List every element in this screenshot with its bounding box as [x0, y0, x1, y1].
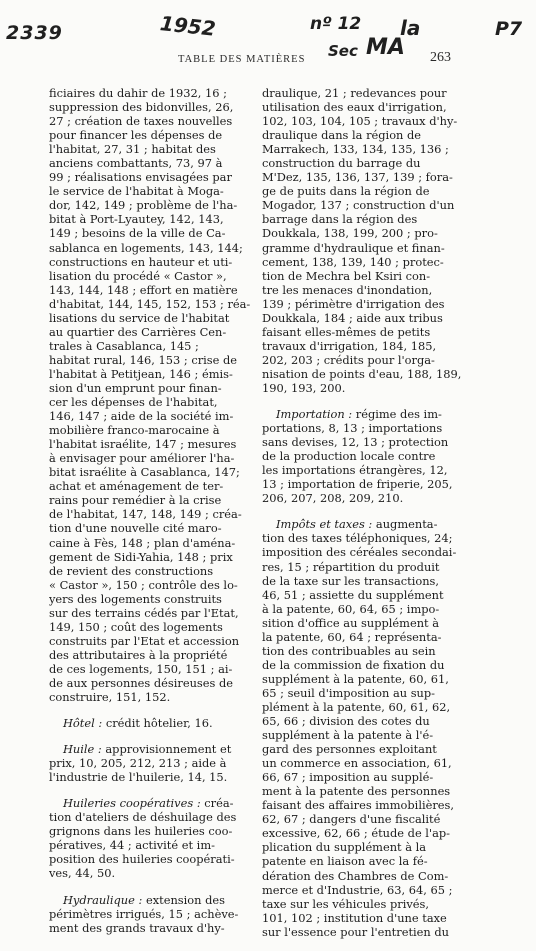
index-text: augmenta-	[375, 517, 438, 532]
index-text: approvisionnement et	[105, 742, 232, 757]
index-line	[49, 142, 262, 156]
handwritten-note-year: 1952	[158, 11, 217, 41]
index-text: de revient des constructions	[49, 563, 214, 578]
index-text: l'habitat, 27, 31 ; habitat des	[49, 142, 216, 157]
index-line	[49, 716, 262, 730]
index-text: ficiaires du dahir de 1932, 16 ;	[49, 86, 227, 100]
index-text: la patente, 60, 64 ; représenta-	[262, 629, 442, 644]
index-line	[262, 560, 475, 574]
index-text: crédit hôtelier, 16.	[105, 716, 213, 731]
index-line	[262, 812, 475, 826]
index-text: ves, 44, 50.	[49, 866, 116, 881]
index-text: à envisager pour améliorer l'ha-	[49, 451, 235, 466]
index-line	[262, 742, 475, 756]
index-line	[49, 226, 262, 240]
index-line	[49, 690, 262, 704]
index-line	[262, 463, 475, 477]
left-column	[49, 86, 262, 947]
index-text: tion d'ateliers de déshuilage des	[49, 810, 237, 825]
index-text: patente en liaison avec la fé-	[262, 854, 428, 869]
index-line	[262, 226, 475, 240]
index-line	[49, 114, 262, 128]
index-text: des attributaires à la propriété	[49, 647, 228, 662]
index-line	[262, 602, 475, 616]
index-text: de l'habitat, 147, 148, 149 ; créa-	[49, 507, 242, 522]
index-line	[49, 756, 262, 770]
index-line	[262, 911, 475, 925]
index-text: yers des logements construits	[49, 591, 222, 606]
index-line	[262, 925, 475, 939]
index-line	[49, 241, 262, 255]
index-line	[262, 517, 475, 531]
index-text: position des huileries coopérati-	[49, 852, 235, 867]
index-line	[262, 869, 475, 883]
index-text: sablanca en logements, 143, 144;	[49, 240, 243, 255]
index-text: tion des contribuables au sein	[262, 643, 436, 658]
index-line	[262, 700, 475, 714]
index-line	[262, 897, 475, 911]
index-text: ge de puits dans la région de	[262, 184, 430, 199]
index-line	[262, 756, 475, 770]
index-line	[262, 545, 475, 559]
index-text: ment à la patente des personnes	[262, 784, 451, 799]
handwritten-note-ma: MA	[366, 35, 405, 60]
index-line	[49, 662, 262, 676]
index-line	[262, 142, 475, 156]
index-line	[49, 423, 262, 437]
index-line	[49, 156, 262, 170]
index-line	[262, 854, 475, 868]
index-text: 66, 67 ; imposition au supplé-	[262, 770, 434, 785]
index-text: res, 15 ; répartition du produit	[262, 559, 440, 574]
index-text: l'industrie de l'huilerie, 14, 15.	[49, 770, 228, 785]
index-line	[49, 255, 262, 269]
handwritten-note-number: 2339	[6, 22, 63, 44]
index-line	[49, 212, 262, 226]
index-term: Hydraulique :	[63, 892, 143, 907]
index-text: à la patente, 60, 64, 65 ; impo-	[262, 601, 440, 616]
index-text: un commerce en association, 61,	[262, 756, 452, 771]
index-text: de la taxe sur les transactions,	[262, 573, 440, 588]
index-line	[262, 658, 475, 672]
index-text: construction du barrage du	[262, 156, 421, 171]
index-line	[262, 672, 475, 686]
index-line	[262, 241, 475, 255]
index-line	[262, 100, 475, 114]
index-text: 13 ; importation de friperie, 205,	[262, 477, 453, 492]
index-text: excessive, 62, 66 ; étude de l'ap-	[262, 826, 451, 841]
index-line	[262, 184, 475, 198]
index-text: habitat rural, 146, 153 ; crise de	[49, 352, 238, 367]
index-text: Marrakech, 133, 134, 135, 136 ;	[262, 142, 449, 157]
index-line	[49, 493, 262, 507]
index-text: barrage dans la région des	[262, 212, 418, 227]
index-line	[49, 100, 262, 114]
index-text: rains pour remédier à la crise	[49, 493, 222, 508]
index-entry	[49, 716, 262, 730]
index-text: cement, 138, 139, 140 ; protec-	[262, 254, 444, 269]
index-text: lisations du service de l'habitat	[49, 310, 230, 325]
index-text: 62, 67 ; dangers d'une fiscalité	[262, 812, 441, 827]
index-line	[49, 852, 262, 866]
index-text: anciens combattants, 73, 97 à	[49, 156, 223, 171]
index-text: de aux personnes désireuses de	[49, 675, 234, 690]
index-text: 46, 51 ; assiette du supplément	[262, 587, 444, 602]
index-line	[262, 798, 475, 812]
index-line	[49, 381, 262, 395]
index-line	[49, 921, 262, 935]
index-text: construire, 151, 152.	[49, 690, 171, 705]
index-text: les importations étrangères, 12,	[262, 463, 448, 478]
index-line	[49, 796, 262, 810]
index-entry	[49, 893, 262, 935]
index-line	[262, 198, 475, 212]
index-line	[262, 644, 475, 658]
index-text: plément à la patente, 60, 61, 62,	[262, 699, 451, 714]
index-line	[49, 170, 262, 184]
index-line	[262, 128, 475, 142]
index-line	[49, 437, 262, 451]
index-term: Huileries coopératives :	[63, 796, 201, 811]
index-text: supplément à la patente à l'é-	[262, 728, 434, 743]
index-line	[49, 479, 262, 493]
index-line	[262, 283, 475, 297]
index-line	[49, 564, 262, 578]
index-line	[262, 353, 475, 367]
index-line	[262, 770, 475, 784]
index-text: gramme d'hydraulique et finan-	[262, 240, 445, 255]
index-text: nisation de points d'eau, 188, 189,	[262, 366, 462, 381]
index-line	[262, 630, 475, 644]
index-line	[262, 714, 475, 728]
index-text: créa-	[204, 796, 234, 811]
index-line	[262, 269, 475, 283]
index-text: de la commission de fixation du	[262, 657, 445, 672]
index-line	[49, 86, 262, 100]
right-column	[262, 86, 475, 951]
index-text: Doukkala, 184 ; aide aux tribus	[262, 310, 443, 325]
index-line	[49, 325, 262, 339]
index-text: grignons dans les huileries coo-	[49, 824, 233, 839]
index-text: merce et d'Industrie, 63, 64, 65 ;	[262, 882, 453, 897]
index-text: lisation du procédé « Castor »,	[49, 268, 227, 283]
index-line	[49, 339, 262, 353]
index-line	[262, 325, 475, 339]
index-line	[262, 531, 475, 545]
index-text: faisant elles-mêmes de petits	[262, 324, 431, 339]
index-line	[49, 606, 262, 620]
index-line	[49, 810, 262, 824]
index-text: gement de Sidi-Yahia, 148 ; prix	[49, 549, 233, 564]
index-text: cer les dépenses de l'habitat,	[49, 395, 218, 410]
index-line	[262, 381, 475, 395]
index-text: M'Dez, 135, 136, 137, 139 ; fora-	[262, 170, 453, 185]
index-text: 99 ; réalisations envisagées par	[49, 170, 232, 185]
index-line	[49, 367, 262, 381]
index-line	[49, 128, 262, 142]
index-line	[49, 838, 262, 852]
index-line	[262, 311, 475, 325]
index-text: tre les menaces d'inondation,	[262, 282, 433, 297]
index-line	[262, 367, 475, 381]
index-line	[262, 491, 475, 505]
index-line	[49, 184, 262, 198]
index-line	[49, 592, 262, 606]
index-text: sur des terrains cédés par l'Etat,	[49, 605, 239, 620]
index-line	[49, 536, 262, 550]
index-entry	[262, 517, 475, 938]
index-text: prix, 10, 205, 212, 213 ; aide à	[49, 756, 227, 771]
index-text: utilisation des eaux d'irrigation,	[262, 100, 447, 115]
index-line	[262, 449, 475, 463]
running-title: TABLE DES MATIÈRES	[178, 54, 306, 65]
index-text: Mogador, 137 ; construction d'un	[262, 198, 455, 213]
index-line	[262, 86, 475, 100]
index-term: Hôtel :	[63, 716, 103, 731]
index-text: l'habitat israélite, 147 ; mesures	[49, 437, 237, 452]
index-text: l'habitat à Petitjean, 146 ; émis-	[49, 366, 233, 381]
index-line	[262, 686, 475, 700]
index-line	[262, 297, 475, 311]
index-text: mobilière franco-marocaine à	[49, 423, 220, 438]
index-text: bitat israélite à Casablanca, 147;	[49, 465, 240, 480]
index-entry	[49, 742, 262, 784]
index-line	[49, 283, 262, 297]
index-line	[49, 451, 262, 465]
index-line	[262, 156, 475, 170]
index-text: dération des Chambres de Com-	[262, 868, 449, 883]
index-text: 65, 66 ; division des cotes du	[262, 714, 430, 729]
index-text: sion d'un emprunt pour finan-	[49, 380, 222, 395]
index-line	[262, 574, 475, 588]
index-text: 143, 144, 148 ; effort en matière	[49, 282, 238, 297]
index-text: suppression des bidonvilles, 26,	[49, 100, 234, 115]
index-line	[49, 269, 262, 283]
index-line	[49, 770, 262, 784]
index-text: pératives, 44 ; activité et im-	[49, 838, 215, 853]
index-line	[262, 407, 475, 421]
index-line	[49, 198, 262, 212]
index-line	[49, 507, 262, 521]
index-text: extension des	[145, 892, 225, 907]
index-text: tion des taxes téléphoniques, 24;	[262, 531, 453, 546]
index-text: sans devises, 12, 13 ; protection	[262, 435, 449, 450]
index-line	[49, 353, 262, 367]
index-line	[262, 255, 475, 269]
index-line	[262, 339, 475, 353]
index-text: taxe sur les véhicules privés,	[262, 896, 429, 911]
index-line	[49, 409, 262, 423]
index-text: 206, 207, 208, 209, 210.	[262, 491, 404, 506]
index-line	[49, 634, 262, 648]
index-text: achat et aménagement de ter-	[49, 479, 224, 494]
index-text: portations, 8, 13 ; importations	[262, 421, 443, 436]
index-term: Huile :	[63, 742, 102, 757]
index-text: 101, 102 ; institution d'une taxe	[262, 910, 447, 925]
index-entry	[262, 86, 475, 395]
index-text: 149 ; besoins de la ville de Ca-	[49, 226, 226, 241]
index-entry	[262, 407, 475, 505]
index-text: sur l'essence pour l'entretien du	[262, 924, 449, 939]
index-line	[49, 742, 262, 756]
page-number: 263	[430, 50, 451, 65]
index-line	[262, 826, 475, 840]
index-text: caine à Fès, 148 ; plan d'aména-	[49, 535, 236, 550]
index-line	[49, 521, 262, 535]
index-line	[262, 728, 475, 742]
index-text: travaux d'irrigation, 184, 185,	[262, 338, 437, 353]
index-line	[49, 907, 262, 921]
index-line	[49, 395, 262, 409]
index-text: construits par l'Etat et accession	[49, 633, 240, 648]
index-text: plication du supplément à la	[262, 840, 427, 855]
index-entry	[49, 796, 262, 880]
index-line	[262, 477, 475, 491]
index-line	[49, 550, 262, 564]
handwritten-note-la: la	[400, 16, 421, 40]
index-line	[49, 578, 262, 592]
index-text: draulique dans la région de	[262, 128, 422, 143]
index-line	[262, 840, 475, 854]
index-text: 149, 150 ; coût des logements	[49, 619, 223, 634]
index-text: trales à Casablanca, 145 ;	[49, 338, 199, 353]
index-text: de ces logements, 150, 151 ; ai-	[49, 661, 233, 676]
index-text: pour financer les dépenses de	[49, 128, 223, 143]
index-text: périmètres irrigués, 15 ; achève-	[49, 906, 239, 921]
index-text: 146, 147 ; aide de la société im-	[49, 409, 234, 424]
index-text: de la production locale contre	[262, 449, 436, 464]
index-line	[262, 435, 475, 449]
index-text: Doukkala, 138, 199, 200 ; pro-	[262, 226, 438, 241]
index-text: supplément à la patente, 60, 61,	[262, 671, 449, 686]
index-text: 65 ; seuil d'imposition au sup-	[262, 685, 436, 700]
index-line	[49, 866, 262, 880]
index-text: 202, 203 ; crédits pour l'orga-	[262, 352, 435, 367]
index-text: d'habitat, 144, 145, 152, 153 ; réa-	[49, 296, 251, 311]
index-line	[262, 170, 475, 184]
index-text: tion de Mechra bel Ksiri con-	[262, 268, 431, 283]
handwritten-note-sec: Sec	[328, 42, 358, 60]
index-text: draulique, 21 ; redevances pour	[262, 86, 447, 100]
index-line	[49, 676, 262, 690]
index-line	[262, 616, 475, 630]
index-line	[262, 421, 475, 435]
index-text: gard des personnes exploitant	[262, 742, 437, 757]
index-text: 190, 193, 200.	[262, 380, 346, 395]
index-term: Importation :	[276, 407, 353, 422]
index-line	[262, 114, 475, 128]
index-text: « Castor », 150 ; contrôle des lo-	[49, 577, 238, 592]
index-line	[262, 784, 475, 798]
index-line	[49, 824, 262, 838]
index-entry	[49, 86, 262, 704]
index-line	[262, 212, 475, 226]
index-text: le service de l'habitat à Moga-	[49, 184, 224, 199]
index-text: régime des im-	[355, 407, 442, 422]
handwritten-note-p7: P7	[495, 18, 523, 40]
index-line	[49, 648, 262, 662]
index-text: ment des grands travaux d'hy-	[49, 920, 225, 935]
index-text: bitat à Port-Lyautey, 142, 143,	[49, 212, 224, 227]
handwritten-note-issue: nº 12	[310, 14, 362, 34]
index-text: 102, 103, 104, 105 ; travaux d'hy-	[262, 114, 458, 129]
index-text: au quartier des Carrières Cen-	[49, 324, 227, 339]
index-text: sition d'office au supplément à	[262, 615, 440, 630]
index-line	[262, 883, 475, 897]
index-text: 27 ; création de taxes nouvelles	[49, 114, 233, 129]
index-text: faisant des affaires immobilières,	[262, 798, 455, 813]
index-line	[49, 620, 262, 634]
index-text: 139 ; périmètre d'irrigation des	[262, 296, 445, 311]
index-text: tion d'une nouvelle cité maro-	[49, 521, 222, 536]
index-line	[49, 311, 262, 325]
index-text: imposition des céréales secondai-	[262, 545, 457, 560]
index-text: constructions en hauteur et uti-	[49, 254, 233, 269]
index-line	[49, 297, 262, 311]
index-term: Impôts et taxes :	[276, 517, 373, 532]
index-line	[49, 465, 262, 479]
index-line	[262, 588, 475, 602]
index-text: dor, 142, 149 ; problème de l'ha-	[49, 198, 238, 213]
